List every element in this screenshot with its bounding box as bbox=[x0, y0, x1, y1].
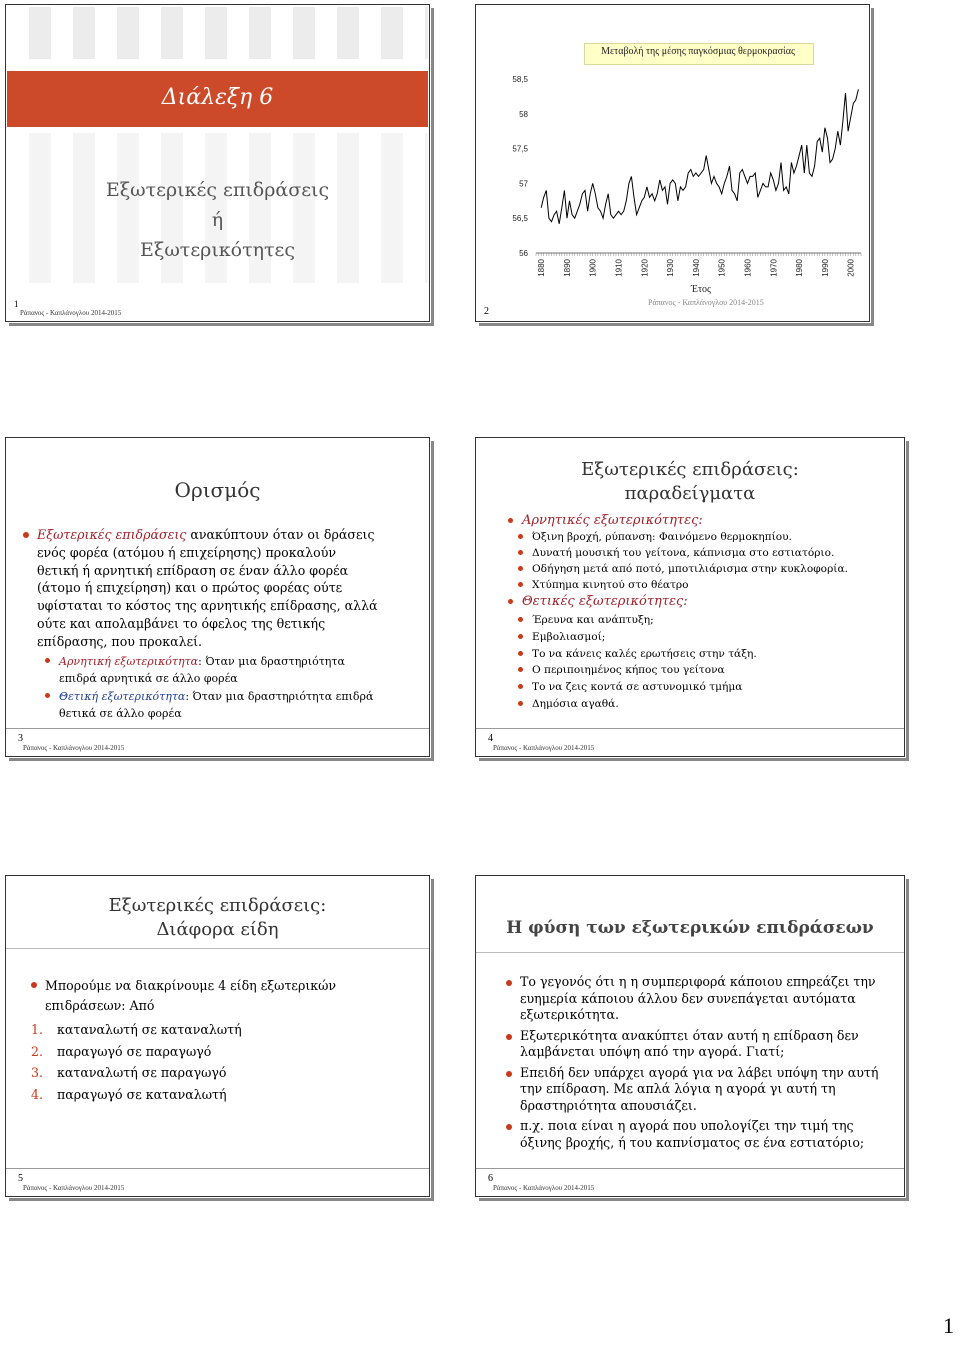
positive-externality-term: Θετική εξωτερικότητα bbox=[59, 689, 186, 703]
slide-5 bbox=[5, 875, 430, 1197]
chart-x-tick-label: 1970 bbox=[769, 259, 779, 277]
positive-example-item: Ο περιποιημένος κήπος του γείτονα bbox=[518, 662, 898, 679]
slide-6 bbox=[475, 875, 905, 1197]
chart-y-tick-label: 56,5 bbox=[512, 214, 528, 224]
slide-5-body bbox=[31, 976, 421, 1105]
slide-1-subtitle-line2: ή bbox=[211, 209, 224, 231]
positive-externality-line2: θετικά σε άλλο φορέα bbox=[59, 706, 182, 720]
slide-1-footer: Ράπανος - Καπλάνογλου 2014-2015 bbox=[20, 309, 122, 317]
slide-6-body bbox=[506, 974, 901, 1151]
chart-y-tick-label: 58,5 bbox=[512, 75, 528, 84]
positive-externality-bullet bbox=[45, 688, 423, 722]
chart-y-tick-label: 57,5 bbox=[512, 144, 528, 154]
slide-3-bottom-rule bbox=[6, 728, 429, 729]
chart-x-tick-label: 1910 bbox=[614, 259, 624, 277]
types-intro-bullet bbox=[31, 976, 421, 1016]
nature-bullet-4-line2: όξινης βροχής, ή του καπνίσματος σε ένα εστιατόριο; bbox=[520, 1134, 865, 1150]
chart-x-tick-label: 1990 bbox=[820, 259, 830, 277]
slide-1-subtitle-line3: Εξωτερικότητες bbox=[139, 239, 295, 261]
definition-line1: ανακύπτουν όταν οι δράσεις bbox=[186, 527, 375, 542]
slide-5-bottom-rule bbox=[6, 1168, 429, 1169]
nature-bullet-1 bbox=[506, 974, 901, 1024]
types-intro-line1: Μπορούμε να διακρίνουμε 4 είδη εξωτερικών bbox=[45, 978, 337, 993]
type-item-number: 2. bbox=[31, 1043, 44, 1059]
slide-2-number: 2 bbox=[484, 306, 489, 317]
nature-bullet-1-line2: ευημερία κάποιου άλλου δεν συνεπάγεται αυτόματα bbox=[520, 990, 856, 1006]
definition-term: Εξωτερικές επιδράσεις bbox=[37, 527, 187, 542]
slide-4-body bbox=[508, 513, 898, 713]
positive-externality-line1: : Όταν μια δραστηριότητα επιδρά bbox=[185, 689, 374, 703]
negative-examples-heading bbox=[508, 513, 898, 529]
chart-x-tick-label: 1900 bbox=[588, 259, 598, 277]
slide-6-title: Η φύση των εξωτερικών επιδράσεων bbox=[506, 918, 874, 938]
slide-4-title-line1: Εξωτερικές επιδράσεις: bbox=[581, 459, 799, 480]
slide-3-number: 3 bbox=[18, 733, 23, 744]
slide-1-subtitle-line1: Εξωτερικές επιδράσεις bbox=[105, 179, 330, 201]
nature-bullet-2-line2: λαμβάνεται υπόψη από την αγορά. Γιατί; bbox=[520, 1044, 785, 1059]
slide-2-footer: Ράπανος - Καπλάνογλου 2014-2015 bbox=[648, 298, 764, 307]
definition-line2: ενός φορέα (ατόμου ή επιχείρησης) προκαλούν bbox=[37, 544, 337, 560]
definition-line4: (άτομο ή επιχείρηση) και ο πρώτος φορέας ούτε bbox=[37, 580, 343, 596]
types-list bbox=[31, 1019, 421, 1105]
definition-line6: ούτε και απολαμβάνει το όφελος της θετικής bbox=[37, 615, 326, 631]
chart-x-tick-label: 1960 bbox=[743, 259, 753, 277]
negative-example-item: Οδήγηση μετά από ποτό, μποτιλιάρισμα στην κυκλοφορία. bbox=[518, 561, 898, 577]
negative-externality-term: Αρνητική εξωτερικότητα bbox=[59, 654, 199, 668]
definition-bullet bbox=[23, 526, 423, 651]
type-item bbox=[31, 1084, 421, 1106]
slide-6-footer: Ράπανος - Καπλάνογλου 2014-2015 bbox=[493, 1184, 595, 1192]
slide-4-bottom-rule bbox=[476, 728, 904, 729]
type-item bbox=[31, 1019, 421, 1041]
positive-example-item: Το να ζεις κοντά σε αστυνομικό τμήμα bbox=[518, 679, 898, 696]
chart-title: Μεταβολή της μέσης παγκόσμιας θερμοκρασίας bbox=[601, 46, 795, 57]
chart-y-tick-label: 57 bbox=[519, 179, 528, 189]
slide-1-title: Διάλεξη 6 bbox=[161, 85, 274, 110]
type-item-text: καταναλωτή σε παραγωγό bbox=[57, 1065, 227, 1080]
chart-series-line bbox=[541, 89, 858, 223]
definition-line7: επίδρασης, που προκαλεί. bbox=[37, 633, 203, 649]
positive-examples-heading-text: Θετικές εξωτερικότητες: bbox=[522, 594, 688, 609]
slide-4-number: 4 bbox=[488, 733, 493, 744]
chart-x-tick-label: 1930 bbox=[666, 259, 676, 277]
type-item-number: 3. bbox=[31, 1065, 44, 1080]
slide-1 bbox=[5, 4, 430, 322]
definition-line5: υφίσταται το κόστος της αρνητικής επίδρασης, αλλά bbox=[37, 598, 378, 614]
type-item-number: 1. bbox=[31, 1022, 44, 1037]
positive-examples-heading bbox=[508, 594, 898, 610]
slide-5-title-line1: Εξωτερικές επιδράσεις: bbox=[108, 895, 327, 916]
chart-x-tick-label: 1940 bbox=[691, 259, 701, 277]
chart-x-tick-label: 1950 bbox=[717, 259, 727, 277]
chart-x-tick-label: 1890 bbox=[562, 259, 572, 277]
negative-externality-line2: επιδρά αρνητικά σε άλλο φορέα bbox=[59, 671, 238, 685]
negative-example-item: Δυνατή μουσική του γείτονα, κάπνισμα στο εστιατόριο. bbox=[518, 545, 898, 561]
positive-example-item: Το να κάνεις καλές ερωτήσεις στην τάξη. bbox=[518, 646, 898, 663]
slide-5-footer: Ράπανος - Καπλάνογλου 2014-2015 bbox=[23, 1184, 125, 1192]
negative-externality-line1: : Όταν μια δραστηριότητα bbox=[198, 654, 345, 668]
negative-externality-bullet bbox=[45, 653, 423, 687]
positive-example-item: Εμβολιασμοί; bbox=[518, 629, 898, 646]
type-item bbox=[31, 1062, 421, 1084]
slide-5-title-line2: Διάφορα είδη bbox=[156, 919, 279, 940]
positive-examples-list bbox=[518, 612, 898, 713]
chart-xlabel: Έτος bbox=[691, 284, 711, 295]
negative-examples-heading-text: Αρνητικές εξωτερικότητες: bbox=[522, 513, 703, 528]
slide-1-number: 1 bbox=[14, 299, 19, 309]
type-item bbox=[31, 1041, 421, 1063]
nature-bullet-4-line1: π.χ. ποια είναι η αγορά που υπολογίζει την τιμή της bbox=[520, 1118, 854, 1133]
type-item-number: 4. bbox=[31, 1086, 44, 1102]
slide-4-title-line2: παραδείγματα bbox=[624, 483, 756, 504]
negative-example-item: Χτύπημα κινητού στο θέατρο bbox=[518, 577, 898, 593]
chart-x-tick-label: 2000 bbox=[846, 259, 856, 277]
slide-1-subtitle bbox=[6, 175, 429, 265]
nature-bullet-3 bbox=[506, 1065, 901, 1115]
chart-x-tick-label: 1920 bbox=[640, 259, 650, 277]
chart-y-tick-label: 58 bbox=[519, 109, 528, 119]
nature-bullet-3-line2: την επίδραση. Με απλά λόγια η αγορά γι αυτή τη bbox=[520, 1081, 836, 1096]
slide-6-title-rule bbox=[476, 952, 904, 953]
nature-bullet-1-line3: εξωτερικότητα. bbox=[520, 1007, 620, 1022]
negative-examples-list bbox=[518, 529, 898, 593]
chart-x-tick-label: 1880 bbox=[537, 259, 547, 277]
chart-y-tick-label: 56 bbox=[519, 249, 528, 258]
nature-bullet-3-line3: δραστηριότητα απουσιάζει. bbox=[520, 1097, 697, 1113]
nature-bullet-4 bbox=[506, 1118, 901, 1151]
slide-4-footer: Ράπανος - Καπλάνογλου 2014-2015 bbox=[493, 744, 595, 752]
nature-bullet-3-line1: Επειδή δεν υπάρχει αγορά για να λάβει υπόψη την αυτή bbox=[520, 1064, 879, 1080]
slide-3-title: Ορισμός bbox=[174, 478, 261, 502]
page-number: 1 bbox=[943, 1313, 954, 1338]
slide-5-title bbox=[6, 894, 429, 942]
slide-1-title-band bbox=[7, 71, 428, 127]
slide-5-number: 5 bbox=[18, 1173, 23, 1184]
nature-bullet-2-line1: Εξωτερικότητα ανακύπτει όταν αυτή η επίδραση δεν bbox=[520, 1027, 859, 1043]
slide-3-body bbox=[23, 526, 423, 722]
type-item-text: καταναλωτή σε καταναλωτή bbox=[57, 1022, 242, 1037]
slide-3 bbox=[5, 437, 430, 757]
negative-example-item: Όξινη βροχή, ρύπανση: Φαινόμενο θερμοκηπίου. bbox=[518, 529, 898, 545]
slide-3-footer: Ράπανος - Καπλάνογλου 2014-2015 bbox=[23, 744, 125, 752]
temperature-line-chart bbox=[476, 5, 871, 295]
nature-bullet-1-line1: Το γεγονός ότι η η συμπεριφορά κάποιου επηρεάζει την bbox=[520, 974, 876, 989]
definition-line3: θετική ή αρνητική επίδραση σε έναν άλλο φορέα bbox=[37, 562, 349, 578]
slide-5-title-rule bbox=[6, 948, 429, 949]
chart-x-tick-label: 1980 bbox=[795, 259, 805, 277]
nature-bullet-2 bbox=[506, 1028, 901, 1061]
positive-example-item: Έρευνα και ανάπτυξη; bbox=[518, 612, 898, 629]
slide-4-title bbox=[476, 458, 904, 506]
slide-6-number: 6 bbox=[488, 1173, 493, 1184]
slide-1-top-stripes bbox=[7, 7, 428, 59]
positive-example-item: Δημόσια αγαθά. bbox=[518, 696, 898, 713]
types-intro-line2: επιδράσεων: Από bbox=[45, 998, 155, 1013]
type-item-text: παραγωγό σε καταναλωτή bbox=[57, 1086, 227, 1102]
slide-2 bbox=[475, 4, 870, 322]
type-item-text: παραγωγό σε παραγωγό bbox=[57, 1043, 212, 1059]
slide-4 bbox=[475, 437, 905, 757]
slide-6-bottom-rule bbox=[476, 1168, 904, 1169]
